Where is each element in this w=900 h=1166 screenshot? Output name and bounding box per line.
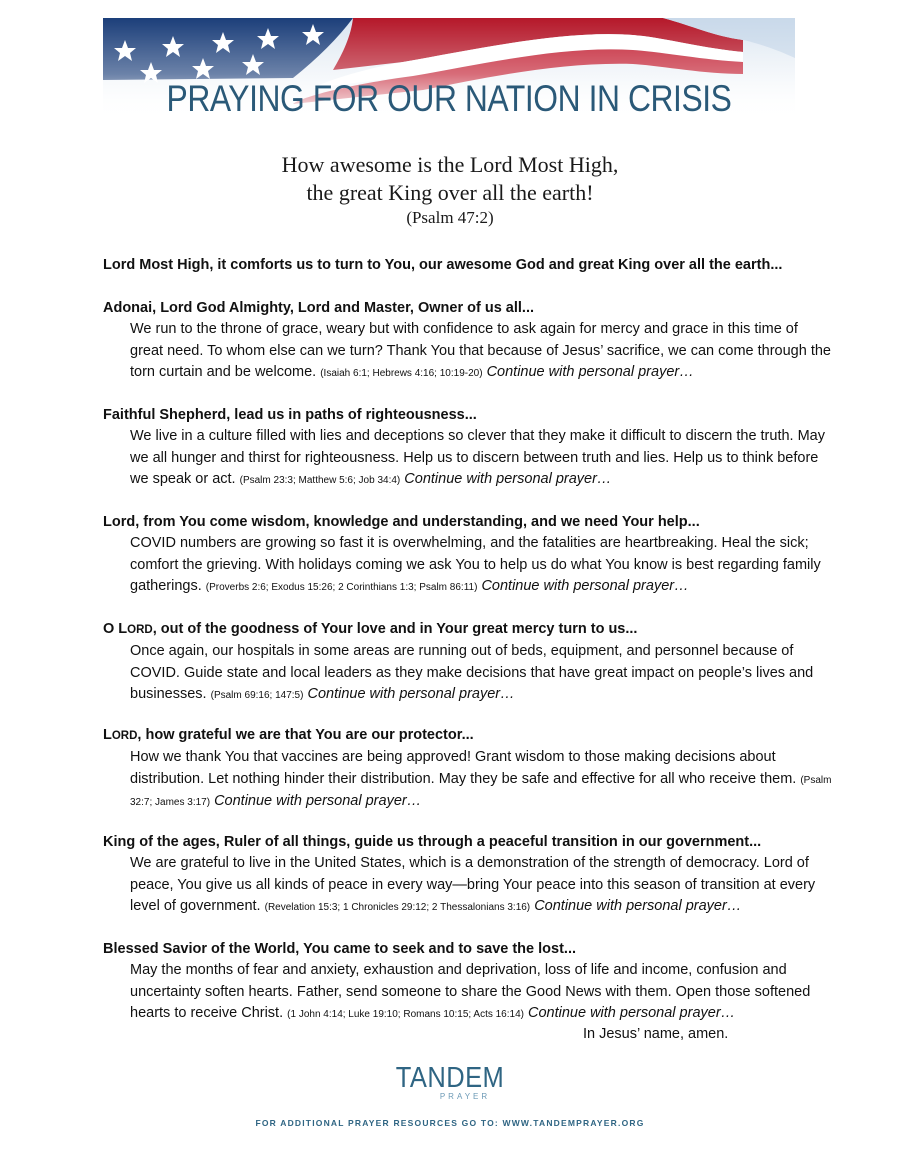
- tandem-prayer-logo: [385, 1062, 515, 1112]
- logo-word: TANDEM: [395, 1062, 505, 1094]
- section-body: How we thank You that vaccines are being approved! Grant wisdom to those making decisions about distribution. Let nothing hinder their distribution. May they be safe and effective for all who receive them. (Psalm 32:7; James 3:17) Continue with personal prayer…: [130, 749, 832, 809]
- verse-line-2: the great King over all the earth!: [306, 180, 594, 205]
- section-heading: O LORD, out of the goodness of Your love and in Your great mercy turn to us...: [103, 621, 638, 637]
- section-heading: King of the ages, Ruler of all things, guide us through a peaceful transition in our government...: [103, 834, 762, 850]
- verse-reference: (Psalm 47:2): [406, 208, 494, 227]
- logo-sub: PRAYER: [439, 1092, 491, 1101]
- section-heading: Lord, from You come wisdom, knowledge and understanding, and we need Your help...: [103, 514, 700, 530]
- continue-prompt: Continue with personal prayer…: [528, 1005, 736, 1021]
- citation: (Revelation 15:3; 1 Chronicles 29:12; 2 Thessalonians 3:16): [264, 902, 531, 913]
- prayer-section-5: [103, 724, 833, 814]
- section-body: We are grateful to live in the United States, which is a demonstration of the strength of democracy. Lord of peace, You give us all kinds of peace in every way—bring Your peace into this season of transition at every level of government. (Revelation 15:3; 1 Chronicles 29:12; 2 Thessalonians 3:16) Continue with personal prayer…: [130, 855, 816, 914]
- prayer-section-1: [103, 297, 833, 385]
- section-heading: LORD, how grateful we are that You are our protector...: [103, 727, 474, 743]
- section-heading: Faithful Shepherd, lead us in paths of righteousness...: [103, 407, 477, 423]
- prayer-section-2: [103, 404, 833, 492]
- citation: (Psalm 69:16; 147:5): [210, 690, 304, 701]
- section-body: Once again, our hospitals in some areas are running out of beds, equipment, and personnel because of COVID. Guide state and local leaders as they make decisions that have great impact on people’s lives and businesses. (Psalm 69:16; 147:5) Continue with personal prayer…: [130, 643, 814, 702]
- citation: (Psalm 32:7; James 3:17): [130, 774, 832, 808]
- section-body: May the months of fear and anxiety, exhaustion and deprivation, loss of life and income, confusion and uncertainty soften hearts. Father, send someone to share the Good News with them. Open those softened hearts to receive Christ. (1 John 4:14; Luke 19:10; Romans 10:15; Acts 16:14) Continue with personal prayer…: [130, 962, 811, 1021]
- section-heading: Blessed Savior of the World, You came to seek and to save the lost...: [103, 941, 576, 957]
- prayer-section-3: [103, 511, 833, 599]
- citation: (1 John 4:14; Luke 19:10; Romans 10:15; Acts 16:14): [287, 1009, 524, 1020]
- footer-text: FOR ADDITIONAL PRAYER RESOURCES GO TO: WWW.TANDEMPRAYER.ORG: [255, 1118, 645, 1128]
- prayer-section-6: [103, 831, 833, 919]
- continue-prompt: Continue with personal prayer…: [404, 471, 612, 487]
- continue-prompt: Continue with personal prayer…: [481, 578, 689, 594]
- section-body: We live in a culture filled with lies and deceptions so clever that they make it difficult to discern the truth. May we all hunger and thirst for righteousness. Help us to discern between truth and lies. Help us to think before we speak or act. (Psalm 23:3; Matthew 5:6; Job 34:4) Continue with personal prayer…: [130, 428, 825, 487]
- section-body: COVID numbers are growing so fast it is overwhelming, and the fatalities are heartbreaking. Heal the sick; comfort the grieving. With holidays coming we ask You to help us do what You know is best regarding family gatherings. (Proverbs 2:6; Exodus 15:26; 2 Corinthians 1:3; Psalm 86:11) Continue with personal prayer…: [130, 535, 821, 594]
- continue-prompt: Continue with personal prayer…: [486, 364, 694, 380]
- verse-block: [0, 151, 900, 229]
- verse-line-1: How awesome is the Lord Most High,: [281, 152, 619, 177]
- section-body: We run to the throne of grace, weary but with confidence to ask again for mercy and grace in this time of great need. To whom else can we turn? Thank You that because of Jesus’ sacrifice, we can come through the torn curtain and be welcome. (Isaiah 6:1; Hebrews 4:16; 10:19-20) Continue with personal prayer…: [130, 321, 831, 380]
- citation: (Isaiah 6:1; Hebrews 4:16; 10:19-20): [320, 368, 483, 379]
- closing-line: In Jesus’ name, amen.: [583, 1026, 729, 1042]
- citation: (Psalm 23:3; Matthew 5:6; Job 34:4): [239, 475, 401, 486]
- prayer-section-7: [103, 938, 833, 1026]
- prayer-section-4: [103, 618, 833, 707]
- continue-prompt: Continue with personal prayer…: [534, 898, 742, 914]
- continue-prompt: Continue with personal prayer…: [307, 686, 515, 702]
- section-heading: Adonai, Lord God Almighty, Lord and Master, Owner of us all...: [103, 300, 534, 316]
- continue-prompt: Continue with personal prayer…: [214, 793, 422, 809]
- intro-line: Lord Most High, it comforts us to turn to You, our awesome God and great King over all the earth...: [103, 257, 783, 273]
- header-banner: [103, 18, 795, 120]
- citation: (Proverbs 2:6; Exodus 15:26; 2 Corinthians 1:3; Psalm 86:11): [205, 582, 478, 593]
- banner-title: PRAYING FOR OUR NATION IN CRISIS: [166, 78, 732, 119]
